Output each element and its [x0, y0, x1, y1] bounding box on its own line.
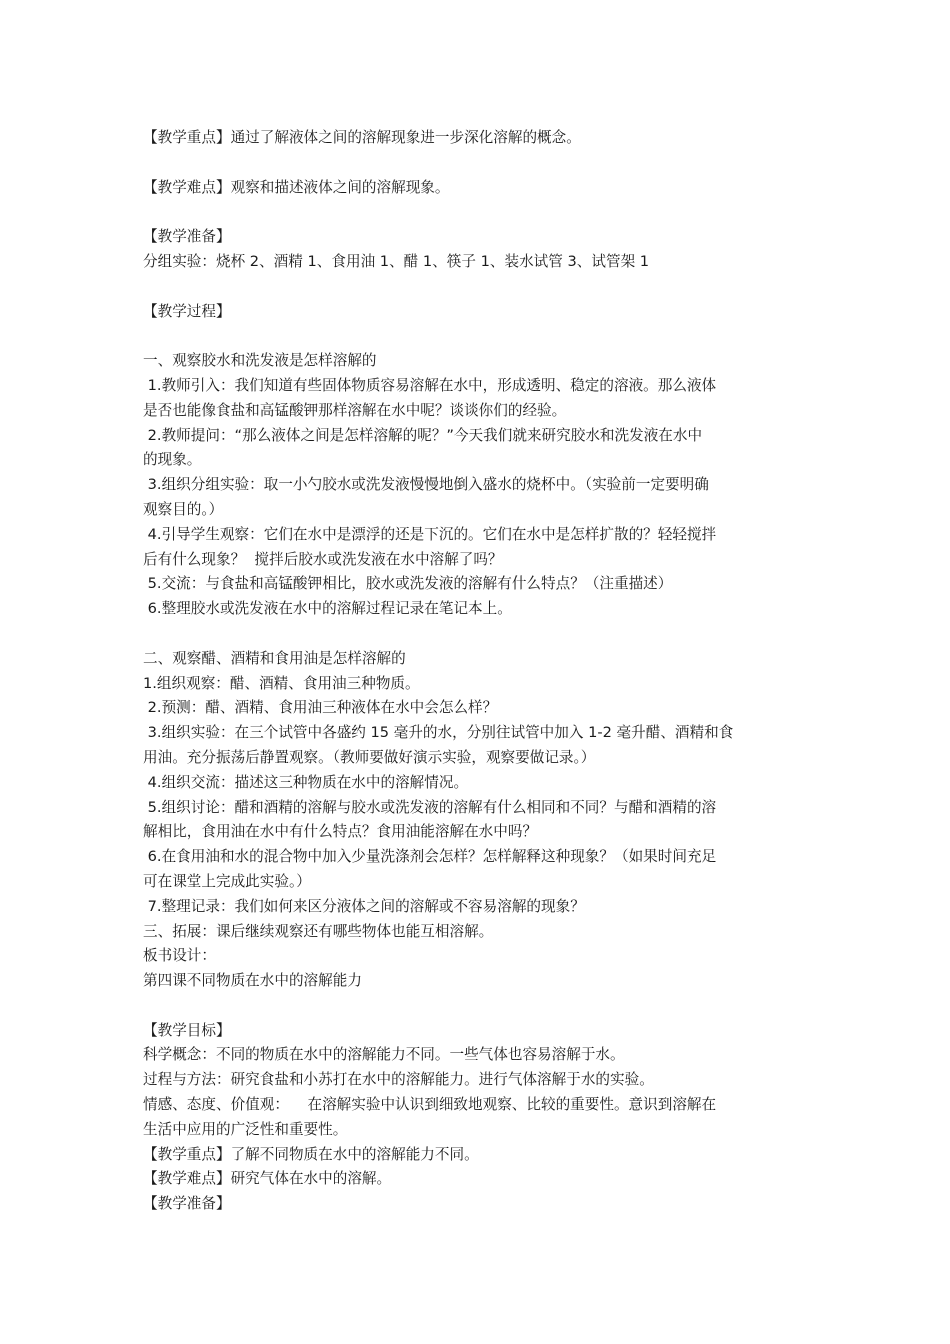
text-line: 生活中应用的广泛性和重要性。	[143, 1120, 348, 1138]
text-line: 过程与方法：研究食盐和小苏打在水中的溶解能力。进行气体溶解于水的实验。	[143, 1071, 654, 1089]
text-line: 4.引导学生观察：它们在水中是漂浮的还是下沉的。它们在水中是怎样扩散的？轻轻搅拌	[143, 525, 717, 543]
text-line: 板书设计：	[143, 947, 216, 965]
text-line: 2.教师提问：“那么液体之间是怎样溶解的呢？”今天我们就来研究胶水和洗发液在水中	[143, 426, 703, 444]
text-line: 4.组织交流：描述这三种物质在水中的溶解情况。	[143, 773, 469, 791]
text-line: 3.组织实验：在三个试管中各盛约 15 毫升的水，分别往试管中加入 1-2 毫升醋、酒精和食	[143, 724, 734, 742]
text-line: 【教学重点】通过了解液体之间的溶解现象进一步深化溶解的概念。	[143, 129, 581, 146]
blank-line	[143, 622, 811, 647]
text-line: 【教学重点】了解不同物质在水中的溶解能力不同。	[143, 1145, 479, 1163]
blank-line	[143, 324, 811, 349]
text-line: 6.整理胶水或洗发液在水中的溶解过程记录在笔记本上。	[143, 600, 512, 618]
blank-line	[143, 200, 811, 225]
section-heading: 【教学准备】	[143, 1195, 231, 1213]
text-line: 科学概念：不同的物质在水中的溶解能力不同。一些气体也容易溶解于水。	[143, 1046, 625, 1064]
document-body	[143, 126, 811, 1217]
text-line: 观察目的。）	[143, 500, 224, 518]
text-line: 是否也能像食盐和高锰酸钾那样溶解在水中呢？谈谈你们的经验。	[143, 401, 567, 419]
blank-line	[143, 994, 811, 1019]
text-line: 【教学难点】研究气体在水中的溶解。	[143, 1170, 392, 1188]
text-line: 用油。充分振荡后静置观察。（教师要做好演示实验，观察要做记录。）	[143, 748, 596, 766]
subsection-heading: 三、拓展：课后继续观察还有哪些物体也能互相溶解。	[143, 922, 494, 940]
text-line: 6.在食用油和水的混合物中加入少量洗涤剂会怎样？怎样解释这种现象？（如果时间充足	[143, 848, 717, 866]
text-line: 后有什么现象？ 搅拌后胶水或洗发液在水中溶解了吗？	[143, 550, 503, 568]
text-line: 的现象。	[143, 451, 202, 469]
text-line: 2.预测：醋、酒精、食用油三种液体在水中会怎么样？	[143, 699, 498, 717]
text-line: 5.组织讨论：醋和酒精的溶解与胶水或洗发液的溶解有什么相同和不同？与醋和酒精的溶	[143, 798, 717, 816]
text-line: 情感、态度、价值观： 在溶解实验中认识到细致地观察、比较的重要性。意识到溶解在	[143, 1096, 717, 1114]
blank-line	[143, 275, 811, 300]
section-heading: 【教学目标】	[143, 1021, 231, 1039]
text-line: 5.交流：与食盐和高锰酸钾相比，胶水或洗发液的溶解有什么特点？（注重描述）	[143, 575, 673, 593]
blank-line	[143, 151, 811, 176]
text-line: 3.组织分组实验：取一小勺胶水或洗发液慢慢地倒入盛水的烧杯中。（实验前一定要明确	[143, 476, 709, 494]
text-line: 1.组织观察：醋、酒精、食用油三种物质。	[143, 674, 420, 692]
text-line: 7.整理记录：我们如何来区分液体之间的溶解或不容易溶解的现象？	[143, 897, 585, 915]
text-line: 1.教师引入：我们知道有些固体物质容易溶解在水中，形成透明、稳定的溶液。那么液体	[143, 376, 717, 394]
text-line: 分组实验：烧杯 2、酒精 1、食用油 1、醋 1、筷子 1、装水试管 3、试管架 1	[143, 252, 650, 270]
lesson-title: 第四课不同物质在水中的溶解能力	[143, 972, 362, 990]
section-heading: 【教学过程】	[143, 302, 231, 320]
subsection-heading: 二、观察醋、酒精和食用油是怎样溶解的	[143, 649, 406, 667]
subsection-heading: 一、观察胶水和洗发液是怎样溶解的	[143, 352, 377, 370]
text-line: 可在课堂上完成此实验。）	[143, 872, 311, 890]
text-line: 解相比，食用油在水中有什么特点？食用油能溶解在水中吗？	[143, 823, 538, 841]
text-line: 【教学难点】观察和描述液体之间的溶解现象。	[143, 178, 450, 196]
section-heading: 【教学准备】	[143, 228, 231, 246]
